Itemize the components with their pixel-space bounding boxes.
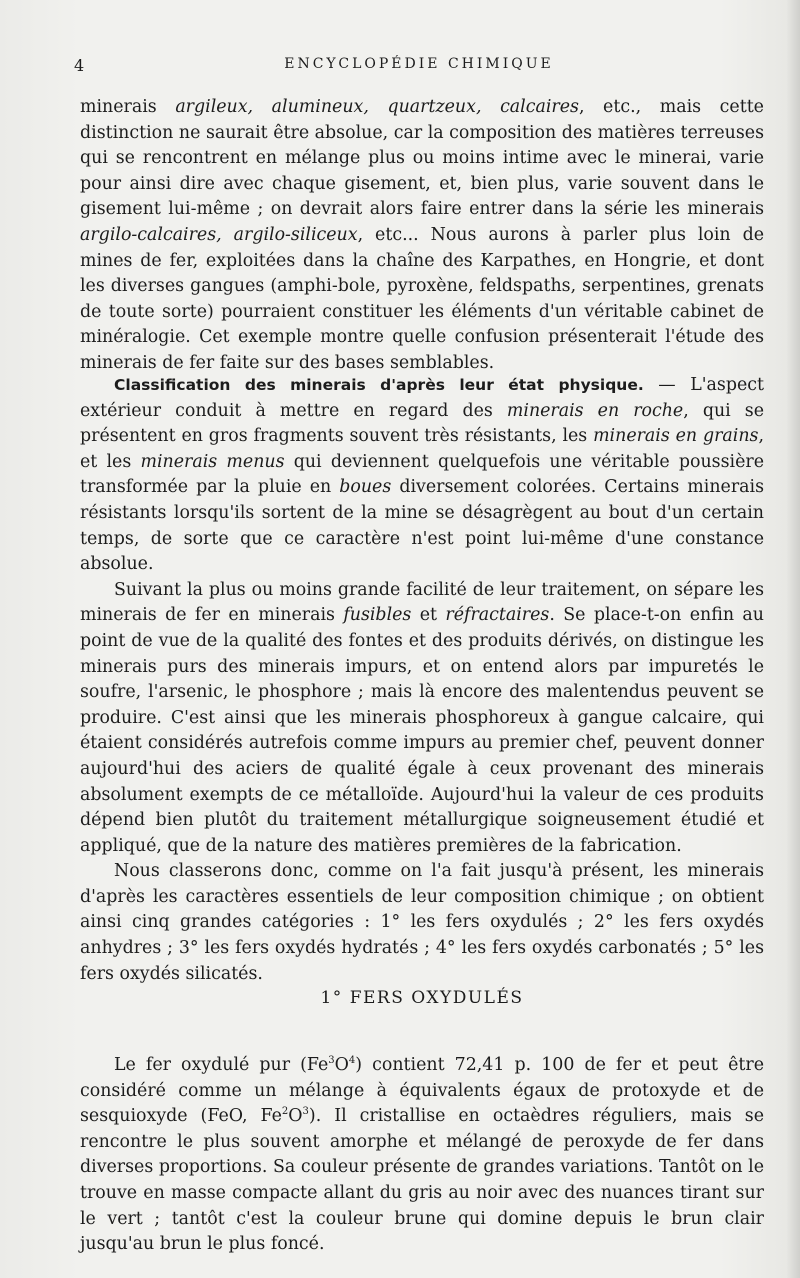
page-header xyxy=(74,56,764,78)
text-run: ). Il cristallise en octaèdres réguliers, mais se rencontre le plus souvent amorphe et mélangé de peroxyde de fer dans diverses proportions. Sa couleur présente de grandes variations. Tantôt on le trouve en masse compacte allant du gris au noir avec des nuances tirant sur le vert ; tantôt c'est la couleur brune qui domine depuis le brun clair jusqu'au brun le plus foncé. xyxy=(80,1106,764,1255)
superscript: 3 xyxy=(328,1055,335,1067)
text-run: . Se place-t-on enfin au point de vue de la qualité des fontes et des produits dérivés, on distingue les minerais purs des minerais impurs, et on entend alors par impuretés le soufre, l'arsenic, le phosphore ; mais là encore des malentendus peuvent se produire. C'est ainsi que les minerais phosphoreux à gangue calcaire, qui étaient considérés autrefois comme impurs au premier chef, peuvent donner aujourd'hui des aciers de qualité égale à ceux provenant des minerais absolument exempts de ce métalloïde. Aujourd'hui la valeur de ces produits dépend bien plutôt du traitement métallurgique soigneusement étudié et appliqué, que de la nature des matières premières de la fabrication. xyxy=(80,605,764,856)
paragraph-etat-physique xyxy=(80,373,764,578)
section-heading-fers-oxydules: 1° FERS OXYDULÉS xyxy=(320,988,524,1008)
text-run: O xyxy=(334,1055,349,1075)
superscript: 4 xyxy=(348,1055,356,1067)
text-run: qui deviennent quelquefois une véritable poussière transformée par la pluie en xyxy=(80,451,764,498)
italic-term: argileux, alumineux, quartzeux, calcaires xyxy=(175,97,579,117)
fers-oxydules-section xyxy=(80,1053,764,1258)
italic-term: minerais en roche xyxy=(506,400,684,421)
italic-term: minerais menus xyxy=(140,451,285,472)
text-run: ) contient 72,41 p. 100 de fer et peut être considéré comme un mélange à équivalents égaux de protoxyde et de sesquioxyde (FeO, Fe xyxy=(80,1055,764,1127)
italic-term: réfractaires xyxy=(445,605,550,626)
text-run: , qui se présentent en gros fragments souvent très résistants, les xyxy=(80,400,764,447)
text-run: Suivant la plus ou moins grande facilité de leur traitement, on sépare les minerais de fer en minerais xyxy=(80,579,764,626)
page-number: 4 xyxy=(74,56,85,75)
text-run: , et les xyxy=(80,426,764,472)
text-run: Le fer oxydulé pur (Fe xyxy=(114,1055,329,1075)
running-title: ENCYCLOPÉDIE CHIMIQUE xyxy=(284,56,554,72)
superscript: 3 xyxy=(302,1106,309,1118)
text-run: et xyxy=(411,605,446,626)
text-run: diversement colorées. Certains minerais résistants lorsqu'ils sortent de la mine se désagrègent au bout d'un certain temps, de sorte que ce caractère n'est point lui-même d'une constance absolue. xyxy=(80,477,764,575)
italic-term: boues xyxy=(339,477,392,498)
page-edge-shadow xyxy=(786,0,800,1278)
superscript: 2 xyxy=(281,1106,289,1118)
text-run: — L'aspect extérieur conduit à mettre en regard des xyxy=(80,375,764,421)
italic-term: fusibles xyxy=(343,605,412,626)
paragraph-fer-oxydule xyxy=(80,1053,764,1258)
text-run: O xyxy=(288,1106,303,1127)
paragraph-minerais-argileux xyxy=(80,95,764,377)
classification-section xyxy=(80,373,764,987)
italic-term: minerais en grains xyxy=(593,426,759,447)
text-run: , etc... Nous aurons à parler plus loin de mines de fer, exploitées dans la chaîne des Karpathes, en Hongrie, et dont les diverses gangues (amphi-bole, pyroxène, feldspaths, serpentines, grenats de toute sorte) pourraient constituer les éléments d'un véritable cabinet de minéralogie. Cet exemple montre quelle confusion présenterait l'étude des minerais de fer faite sur des bases semblables. xyxy=(80,224,764,373)
text-run: minerais xyxy=(80,97,176,117)
paragraph-intro xyxy=(80,95,764,377)
paragraph-cinq-categories: Nous classerons donc, comme on l'a fait jusqu'à présent, les minerais d'après les caractères essentiels de leur composition chimique ; on obtient ainsi cinq grandes catégories : 1° les fers oxydulés ; 2° les fers oxydés anhydres ; 3° les fers oxydés hydratés ; 4° les fers oxydés carbonatés ; 5° les fers oxydés silicatés. xyxy=(80,861,764,984)
text-run: , etc., mais cette distinction ne saurait être absolue, car la composition des matières terreuses qui se rencontrent en mélange plus ou moins intime avec le minerai, varie pour ainsi dire avec chaque gisement, et, bien plus, varie souvent dans le gisement lui-même ; on devrait alors faire entrer dans la série les minerais xyxy=(80,97,764,220)
paragraph-fusibles-refractaires xyxy=(80,578,764,860)
run-in-heading: Classification des minerais d'après leur état physique. xyxy=(114,376,644,394)
italic-term: argilo-calcaires, argilo-siliceux xyxy=(80,224,358,245)
